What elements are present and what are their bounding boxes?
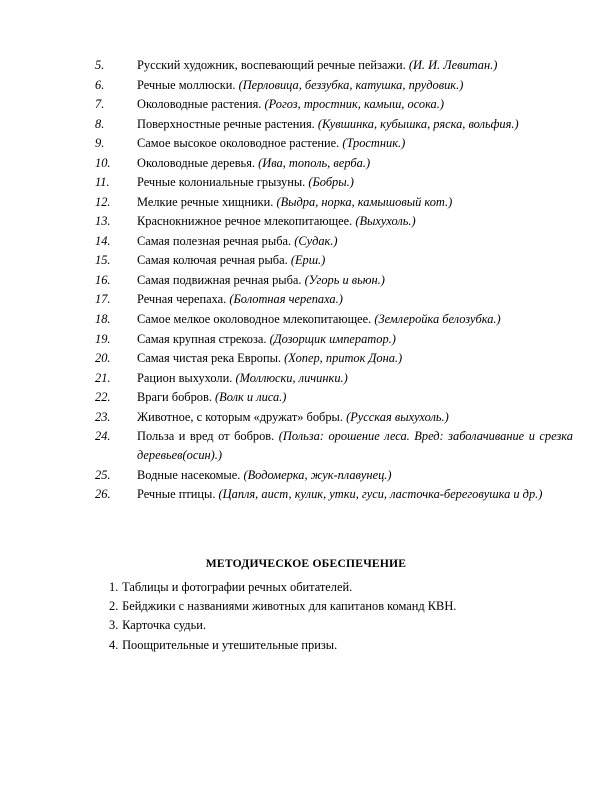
question-item: [95, 173, 573, 193]
question-body: [137, 134, 573, 152]
support-item-number: 1.: [109, 580, 119, 594]
question-text: Польза и вред от бобров.: [137, 429, 275, 444]
question-number: 22.: [95, 390, 111, 405]
question-number: 20.: [95, 351, 111, 366]
section-title: МЕТОДИЧЕСКОЕ ОБЕСПЕЧЕНИЕ: [205, 557, 407, 570]
question-number: 25.: [95, 467, 111, 482]
question-number: 15.: [95, 253, 111, 268]
question-item: [95, 232, 573, 252]
question-body: [137, 427, 573, 464]
support-item-text: Бейджики с названиями животных для капитанов команд КВН.: [122, 599, 457, 614]
question-item: [95, 56, 573, 76]
question-text: Самая чистая река Европы.: [137, 351, 282, 366]
support-item-text: Таблицы и фотографии речных обитателей.: [122, 580, 353, 594]
question-body: [137, 76, 573, 94]
question-answer: (Хопер, приток Дона.): [284, 351, 403, 366]
question-text: Околоводные растения.: [137, 97, 262, 111]
question-number: 13.: [95, 214, 111, 229]
question-body: [137, 232, 573, 250]
question-answer: (Бобры.): [308, 175, 354, 190]
question-text: Мелкие речные хищники.: [137, 194, 274, 209]
question-answer: (Русская выхухоль.): [346, 409, 449, 424]
question-body: [137, 115, 573, 133]
support-item: [109, 597, 579, 616]
question-number: 10.: [95, 155, 111, 170]
question-text: Поверхностные речные растения.: [137, 116, 315, 131]
question-number: 26.: [95, 487, 111, 502]
question-number: 5.: [95, 58, 105, 72]
question-number: 8.: [95, 116, 105, 131]
question-number: 16.: [95, 272, 111, 287]
question-body: [137, 193, 573, 211]
question-answer: (Ерш.): [290, 253, 326, 268]
question-body: [137, 408, 573, 426]
question-answer: (Угорь и вьюн.): [304, 272, 385, 287]
question-answer: (Ива, тополь, верба.): [258, 155, 371, 170]
question-number: 12.: [95, 194, 111, 209]
question-body: [137, 349, 573, 367]
support-item: [109, 578, 579, 597]
support-item-number: 3.: [109, 618, 119, 633]
question-item: [95, 427, 573, 464]
question-number: 17.: [95, 292, 111, 307]
support-item-text: Карточка судьи.: [122, 618, 206, 633]
question-item: [95, 115, 573, 133]
question-text: Враги бобров.: [137, 390, 212, 405]
question-item: [95, 408, 573, 428]
question-number: 21.: [95, 370, 111, 385]
question-text: Самая подвижная речная рыба.: [137, 272, 302, 287]
question-text: Рацион выхухоли.: [137, 370, 233, 385]
question-body: [137, 388, 573, 406]
support-item: [109, 636, 579, 655]
question-answer: (Судак.): [294, 233, 338, 248]
question-answer: (Волк и лиса.): [215, 390, 287, 405]
question-answer: (Перловица, беззубка, катушка, прудовик.): [238, 77, 464, 92]
question-number: 7.: [95, 97, 105, 111]
question-item: [95, 369, 573, 389]
question-body: [137, 290, 573, 308]
question-text: Речные птицы.: [137, 487, 216, 502]
question-text: Речные моллюски.: [137, 77, 236, 92]
question-answer: (Польза: орошение леса. Вред: заболачивание и срезка деревьев(осин).): [137, 429, 573, 462]
support-item: [109, 616, 579, 635]
question-text: Самая полезная речная рыба.: [137, 233, 292, 248]
question-body: [137, 466, 573, 484]
question-answer: (Землеройка белозубка.): [374, 311, 501, 326]
question-number: 14.: [95, 233, 111, 248]
question-answer: (Рогоз, тростник, камыш, осока.): [264, 97, 444, 111]
question-answer: (Болотная черепаха.): [229, 292, 343, 307]
question-body: [137, 251, 573, 269]
question-item: [95, 388, 573, 408]
question-answer: (И. И. Левитан.): [408, 58, 498, 72]
question-number: 23.: [95, 409, 111, 424]
question-item: [95, 134, 573, 154]
question-text: Русский художник, воспевающий речные пейзажи.: [137, 58, 406, 72]
question-item: [95, 76, 573, 96]
question-item: [95, 290, 573, 310]
question-body: [137, 330, 573, 348]
question-list: [95, 56, 573, 505]
question-text: Животное, с которым «дружат» бобры.: [137, 409, 343, 424]
question-body: [137, 369, 573, 387]
question-item: [95, 193, 573, 213]
question-text: Околоводные деревья.: [137, 155, 256, 170]
question-number: 18.: [95, 311, 111, 326]
question-body: [137, 173, 573, 191]
question-item: [95, 212, 573, 232]
question-text: Самая колючая речная рыба.: [137, 253, 288, 268]
question-text: Водные насекомые.: [137, 467, 241, 482]
question-answer: (Водомерка, жук-плавунец.): [243, 467, 392, 482]
question-item: [95, 466, 573, 486]
question-body: [137, 154, 573, 172]
question-body: [137, 212, 573, 230]
support-item-number: 2.: [109, 599, 119, 614]
question-text: Самая крупная стрекоза.: [137, 331, 267, 346]
question-item: [95, 154, 573, 174]
question-item: [95, 485, 573, 503]
question-body: [137, 485, 573, 503]
question-text: Речная черепаха.: [137, 292, 227, 307]
question-number: 6.: [95, 77, 105, 92]
question-answer: (Моллюски, личинки.): [235, 370, 348, 385]
question-item: [95, 95, 573, 115]
question-text: Самое высокое околоводное растение.: [137, 136, 340, 151]
question-item: [95, 349, 573, 369]
question-item: [95, 271, 573, 291]
question-answer: (Выхухоль.): [355, 214, 416, 229]
question-number: 19.: [95, 331, 111, 346]
question-item: [95, 251, 573, 271]
question-number: 11.: [95, 175, 110, 190]
question-answer: (Тростник.): [342, 136, 406, 151]
question-number: 24.: [95, 429, 111, 444]
question-item: [95, 310, 573, 328]
question-body: [137, 271, 573, 289]
question-answer: (Дозорщик император.): [269, 331, 396, 346]
question-body: [137, 95, 573, 113]
question-number: 9.: [95, 136, 105, 151]
support-item-number: 4.: [109, 637, 119, 652]
question-text: Самое мелкое околоводное млекопитающее.: [137, 311, 372, 326]
question-answer: (Выдра, норка, камышовый кот.): [276, 194, 453, 209]
support-item-text: Поощрительные и утешительные призы.: [122, 637, 338, 652]
question-item: [95, 330, 573, 350]
question-answer: (Кувшинка, кубышка, ряска, вольфия.): [317, 116, 519, 131]
support-list: [109, 578, 579, 655]
question-body: [137, 56, 573, 74]
question-text: Краснокнижное речное млекопитающее.: [137, 214, 353, 229]
question-answer: (Цапля, аист, кулик, утки, гуси, ласточка-береговушка и др.): [218, 487, 543, 502]
question-text: Речные колониальные грызуны.: [137, 175, 306, 190]
question-body: [137, 310, 573, 328]
